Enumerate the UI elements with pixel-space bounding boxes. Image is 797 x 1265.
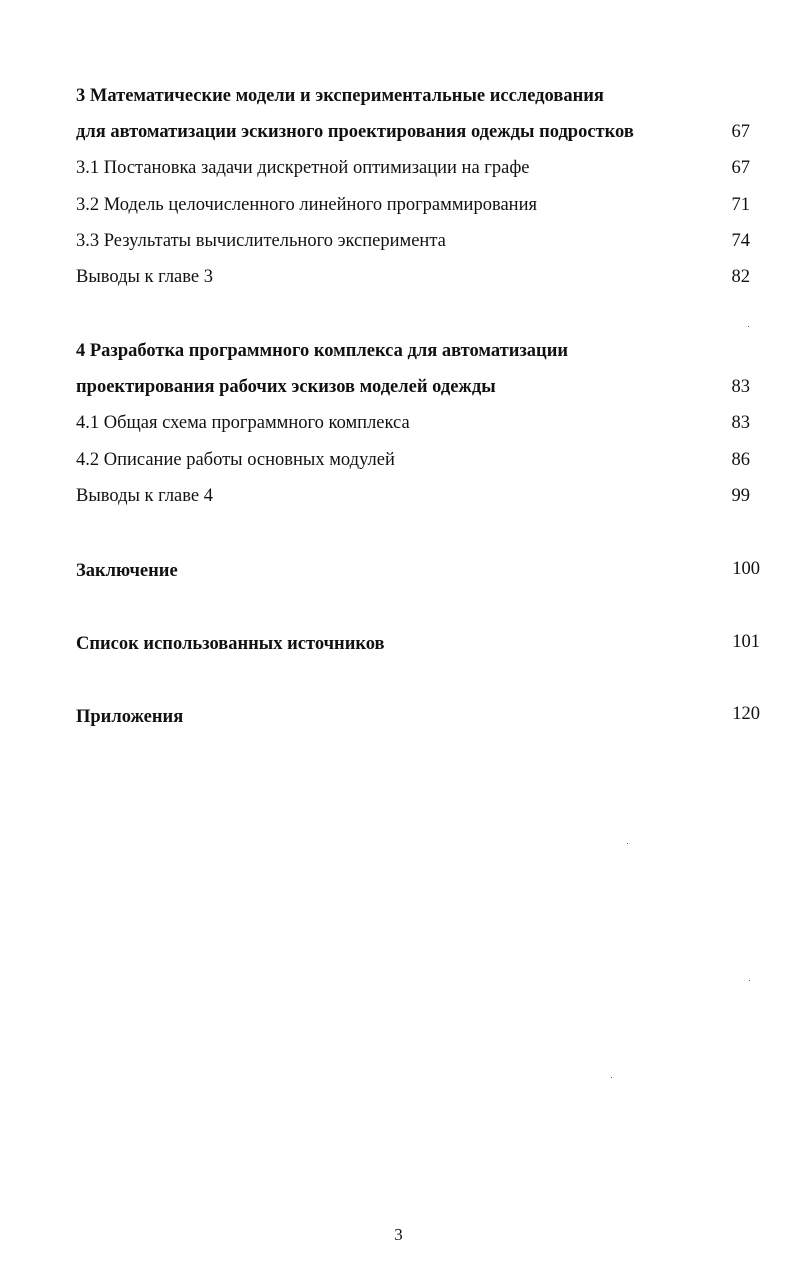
chapter-3-title-line-2: для автоматизации эскизного проектирования одежды подростков <box>76 122 634 142</box>
chapter-4-title-line-1: 4 Разработка программного комплекса для автоматизации <box>76 341 569 361</box>
toc-conclusion: Заключение <box>76 561 178 581</box>
toc-entry-3-3-page: 74 <box>731 231 750 251</box>
toc-references: Список использованных источников <box>76 634 385 654</box>
toc-entry-3-1-page: 67 <box>731 158 750 178</box>
scan-speck <box>749 980 750 981</box>
toc-conclusion-page: 100 <box>732 559 760 579</box>
chapter-3-title-line-1: 3 Математические модели и экспериментальные исследования <box>76 86 604 106</box>
toc-appendices-page: 120 <box>732 704 760 724</box>
toc-entry-4-1: 4.1 Общая схема программного комплекса <box>76 413 410 433</box>
toc-entry-3-2-page: 71 <box>731 195 750 215</box>
page-number: 3 <box>394 1225 403 1244</box>
toc-entry-4-2: 4.2 Описание работы основных модулей <box>76 450 395 470</box>
chapter-3-page-number: 67 <box>731 122 750 142</box>
scan-speck <box>627 843 628 844</box>
toc-entry-conclusions-4: Выводы к главе 4 <box>76 486 213 506</box>
toc-entry-4-1-page: 83 <box>731 413 750 433</box>
scan-speck <box>748 326 749 327</box>
scan-speck <box>611 1077 612 1078</box>
toc-entry-4-2-page: 86 <box>731 450 750 470</box>
toc-entry-3-1: 3.1 Постановка задачи дискретной оптимизации на графе <box>76 158 530 178</box>
toc-appendices: Приложения <box>76 707 184 727</box>
toc-entry-3-3: 3.3 Результаты вычислительного эксперимента <box>76 231 446 251</box>
toc-entry-3-2: 3.2 Модель целочисленного линейного программирования <box>76 195 537 215</box>
toc-entry-conclusions-3-page: 82 <box>731 267 750 287</box>
toc-entry-conclusions-4-page: 99 <box>731 486 750 506</box>
chapter-4-title-line-2: проектирования рабочих эскизов моделей одежды <box>76 377 496 397</box>
toc-entry-conclusions-3: Выводы к главе 3 <box>76 267 213 287</box>
chapter-4-page-number: 83 <box>731 377 750 397</box>
toc-references-page: 101 <box>732 632 760 652</box>
